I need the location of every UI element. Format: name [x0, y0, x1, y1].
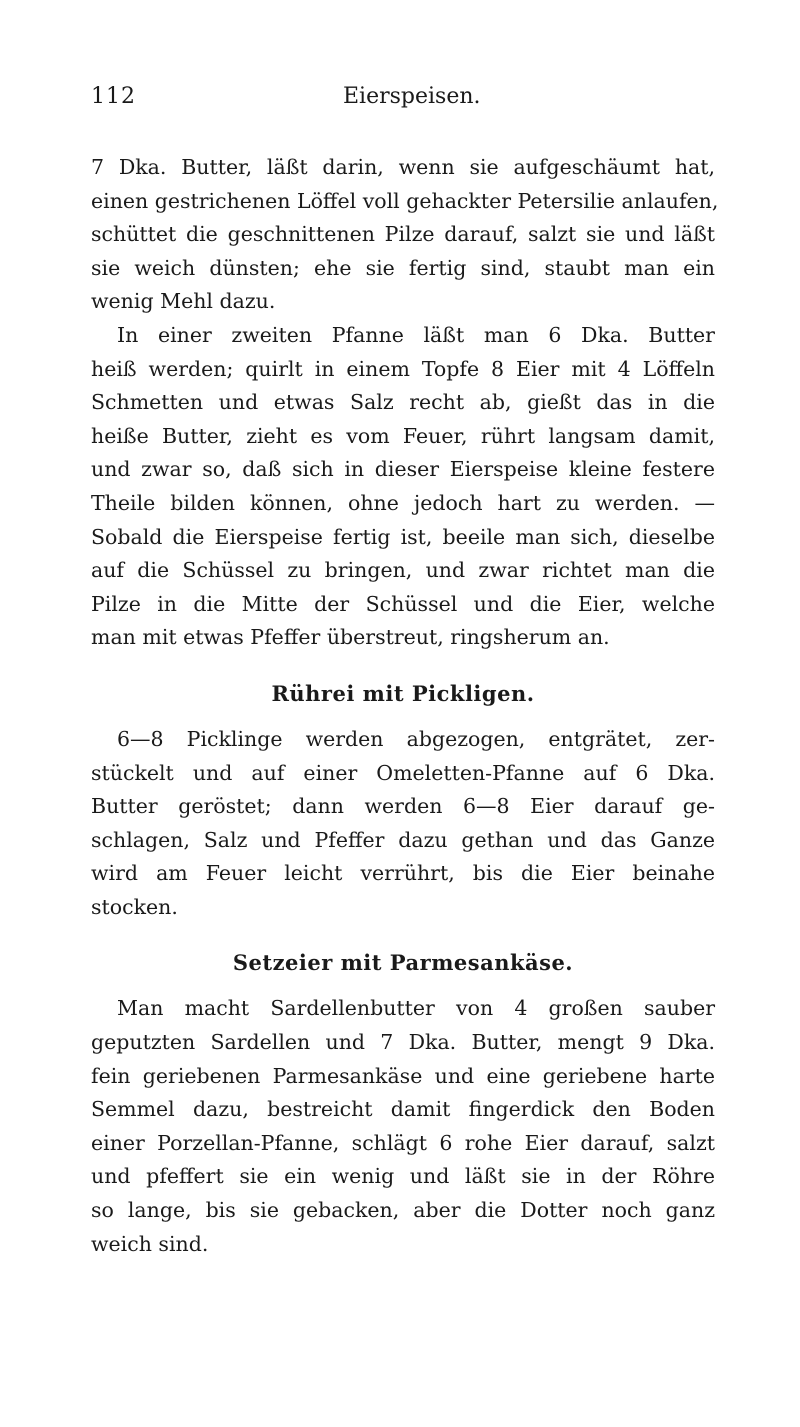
- text-line: einen gestrichenen Löffel voll gehackter Petersilie anlaufen,: [91, 188, 719, 213]
- text-line: Man macht Sardellenbutter von 4 großen sauber: [117, 996, 715, 1021]
- text-line: stückelt und auf einer Omeletten-Pfanne auf 6 Dka.: [91, 760, 715, 785]
- text-line: 7 Dka. Butter, läßt darin, wenn sie aufgeschäumt hat,: [91, 155, 715, 179]
- text-line: fein geriebenen Parmesankäse und eine geriebene harte: [91, 1063, 715, 1088]
- page-number: 112: [91, 84, 136, 109]
- text-line: Pilze in die Mitte der Schüssel und die Eier, welche: [91, 591, 715, 616]
- text-line: und zwar so, daß sich in dieser Eierspeise kleine festere: [91, 457, 715, 482]
- text-line: heiß werden; quirlt in einem Topfe 8 Eier mit 4 Löffeln: [91, 356, 715, 381]
- text-line: Theile bilden können, ohne jedoch hart zu werden. —: [91, 490, 715, 515]
- recipe-heading: Setzeier mit Parmesankäse.: [232, 950, 574, 976]
- text-line: schüttet die geschnittenen Pilze darauf, salzt sie und läßt: [91, 222, 715, 247]
- text-line: Semmel dazu, bestreicht damit fingerdick den Boden: [91, 1097, 715, 1122]
- running-title: Eierspeisen.: [343, 84, 481, 109]
- text-line: man mit etwas Pfeffer überstreut, ringsherum an.: [91, 625, 610, 650]
- text-line: auf die Schüssel zu bringen, und zwar richtet man die: [91, 558, 715, 583]
- text-line: In einer zweiten Pfanne läßt man 6 Dka. Butter: [117, 322, 715, 347]
- recipe-heading: Rührei mit Pickligen.: [271, 680, 535, 706]
- text-line: so lange, bis sie gebacken, aber die Dotter noch ganz: [91, 1198, 715, 1223]
- text-line: einer Porzellan-Pfanne, schlägt 6 rohe Eier darauf, salzt: [91, 1130, 715, 1155]
- text-line: sie weich dünsten; ehe sie fertig sind, staubt man ein: [91, 255, 715, 280]
- text-line: 6—8 Picklinge werden abgezogen, entgrätet, zer-: [117, 726, 715, 751]
- text-line: heiße Butter, zieht es vom Feuer, rührt langsam damit,: [91, 423, 715, 448]
- running-head: [91, 84, 751, 118]
- text-line: stocken.: [91, 894, 178, 919]
- text-line: weich sind.: [91, 1231, 209, 1256]
- text-line: geputzten Sardellen und 7 Dka. Butter, mengt 9 Dka.: [91, 1030, 715, 1055]
- page-body: [91, 151, 719, 1261]
- text-line: Sobald die Eierspeise fertig ist, beeile man sich, dieselbe: [91, 524, 715, 549]
- text-line: wird am Feuer leicht verrührt, bis die Eier beinahe: [91, 861, 715, 886]
- text-line: schlagen, Salz und Pfeffer dazu gethan und das Ganze: [91, 827, 715, 852]
- text-line: und pfeffert sie ein wenig und läßt sie in der Röhre: [91, 1164, 715, 1189]
- text-line: wenig Mehl dazu.: [91, 289, 276, 314]
- text-line: Schmetten und etwas Salz recht ab, gießt das in die: [91, 390, 715, 415]
- text-line: Butter geröstet; dann werden 6—8 Eier darauf ge-: [91, 794, 715, 819]
